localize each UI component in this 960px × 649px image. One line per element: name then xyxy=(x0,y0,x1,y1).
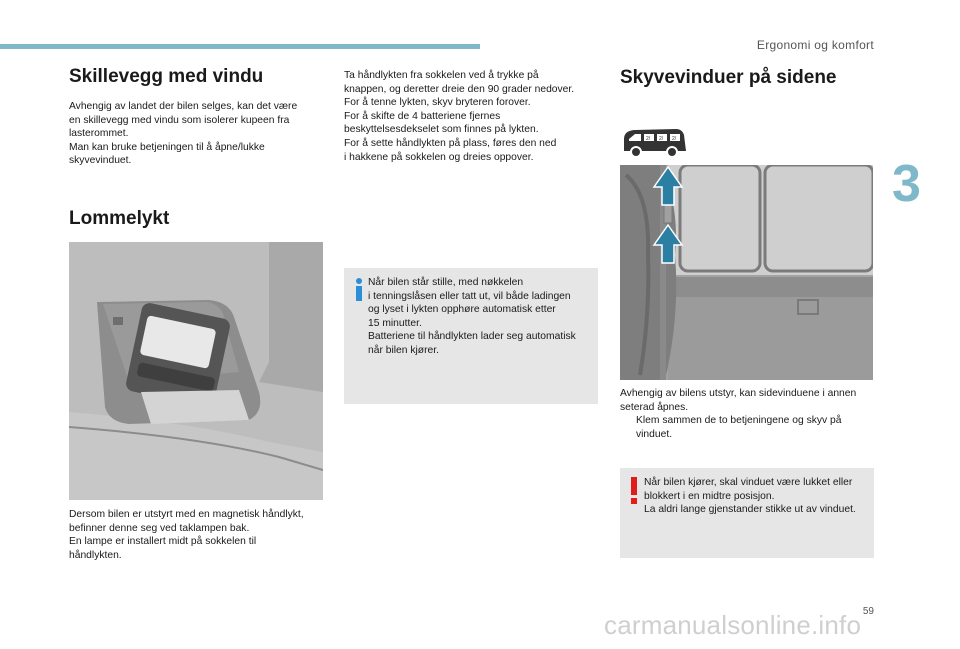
text-skyvevinduer xyxy=(620,387,876,441)
text-line: Når bilen står stille, med nøkkelen xyxy=(368,277,524,288)
warning-icon xyxy=(629,477,639,505)
top-accent-bar xyxy=(0,44,480,49)
watermark: carmanualsonline.info xyxy=(604,610,862,640)
info-icon xyxy=(352,277,366,301)
text-line: skyvevinduet. xyxy=(69,155,132,167)
text-line: knappen, og deretter dreie den 90 grader nedover. xyxy=(344,83,575,95)
text-line: i tenningslåsen eller tatt ut, vil både ladingen xyxy=(368,290,571,302)
text-line: Batteriene til håndlykten lader seg automatisk xyxy=(368,331,576,343)
text-line: Man kan bruke betjeningen til å åpne/lukke xyxy=(69,141,265,153)
text-skillevegg xyxy=(69,100,325,168)
text-line: Når bilen kjører, skal vinduet være lukket eller xyxy=(644,477,853,488)
svg-text:2/: 2/ xyxy=(646,136,651,142)
section-title: Ergonomi og komfort xyxy=(756,38,874,52)
bullet-text xyxy=(636,414,842,441)
text-line: når bilen kjører. xyxy=(368,344,439,356)
text-line: La aldri lange gjenstander stikke ut av vinduet. xyxy=(644,504,856,516)
text-line: vinduet. xyxy=(636,428,673,440)
heading-skillevegg: Skillevegg med vindu xyxy=(69,66,264,87)
info-box xyxy=(344,268,598,404)
flashlight-photo xyxy=(69,242,323,500)
text-line: Klem sammen de to betjeningene og skyv på xyxy=(636,415,842,427)
heading-lommelykt: Lommelykt xyxy=(69,208,170,229)
text-line: en skillevegg med vindu som isolerer kupeen fra xyxy=(69,114,290,126)
chapter-number: 3 xyxy=(892,155,921,213)
warning-box xyxy=(620,468,874,558)
text-line: håndlykten. xyxy=(69,549,122,561)
van-icon xyxy=(620,125,688,159)
text-line: beskyttelsesdekselet som finnes på lykten. xyxy=(344,124,539,136)
text-line: For å sette håndlykten på plass, føres den ned xyxy=(344,137,557,149)
side-window-illustration xyxy=(620,165,873,380)
text-line: seterad åpnes. xyxy=(620,401,689,413)
text-line: Dersom bilen er utstyrt med en magnetisk håndlykt, xyxy=(69,509,304,520)
text-line: Ta håndlykten fra sokkelen ved å trykke på xyxy=(344,70,539,81)
text-line: En lampe er installert midt på sokkelen til xyxy=(69,536,257,548)
text-line: i hakkene på sokkelen og dreies oppover. xyxy=(344,151,534,163)
side-window-photo xyxy=(620,165,873,380)
text-line: blokkert i en midtre posisjon. xyxy=(644,490,775,502)
flashlight-illustration xyxy=(69,242,323,500)
bullet-mark xyxy=(620,414,636,441)
text-line: lasterommet. xyxy=(69,128,129,140)
svg-text:2/: 2/ xyxy=(672,136,677,142)
warning-text xyxy=(644,476,872,517)
text-line: og lyset i lykten opphøre automatisk etter xyxy=(368,304,556,316)
heading-skyvevinduer: Skyvevinduer på sidene xyxy=(620,67,837,88)
info-text xyxy=(368,276,594,358)
text-line: 15 minutter. xyxy=(368,317,422,329)
page-number: 59 xyxy=(862,606,874,617)
text-line: For å tenne lykten, skyv bryteren forover. xyxy=(344,97,531,109)
text-lommelykt-caption xyxy=(69,508,331,562)
text-line: For å skifte de 4 batteriene fjernes xyxy=(344,110,501,122)
bullet-item xyxy=(620,414,876,441)
svg-text:2/: 2/ xyxy=(659,136,664,142)
text-line: Avhengig av bilens utstyr, kan sidevinduene i annen xyxy=(620,388,857,399)
text-lommelykt-procedure xyxy=(344,69,600,164)
text-line: befinner denne seg ved taklampen bak. xyxy=(69,522,250,534)
text-line: Avhengig av landet der bilen selges, kan det være xyxy=(69,101,298,112)
